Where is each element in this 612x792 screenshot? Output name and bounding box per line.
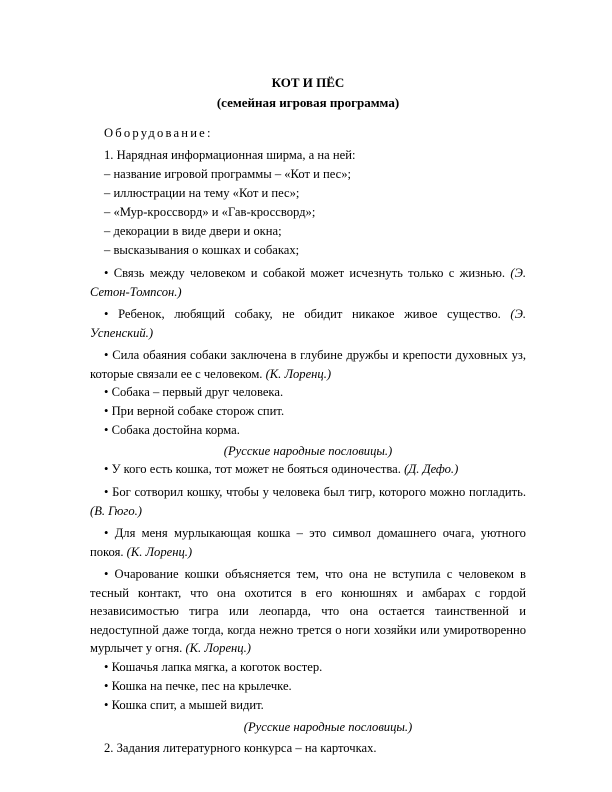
quote-text: Ребенок, любящий собаку, не обидит никакое живое существо. (118, 307, 501, 321)
quote-source: (Э. Сетон-Томпсон.) (90, 266, 526, 299)
quote-source: (Д. Дефо.) (404, 462, 459, 476)
proverb-item (90, 421, 526, 440)
quote-text: Очарование кошки объясняется тем, что она не вступила с человеком в тесный контакт, что она охотится в его конюшнях и амбарах с гордой независимостью тигра или леопарда, что она остается таинственной и недоступной даже тогда, когда нежно трется о ноги хозяйки или умиротворенно мурлычет у огня. (90, 567, 526, 655)
bullet-icon: • (104, 526, 109, 540)
proverb-text: Собака – первый друг человека. (111, 385, 284, 399)
bullet-icon: • (104, 404, 109, 418)
bullet-icon: • (104, 307, 109, 321)
proverbs-source: (Русские народные пословицы.) (243, 719, 413, 734)
page-title: КОТ И ПЁС (271, 75, 345, 90)
quote-item (90, 524, 526, 561)
bullet-icon: • (104, 485, 109, 499)
dash-item: – «Мур-кроссворд» и «Гав-кроссворд»; (104, 205, 316, 219)
proverb-text: Кошачья лапка мягка, а коготок востер. (111, 659, 323, 674)
bullet-icon: • (104, 348, 109, 362)
proverb-item (90, 658, 526, 677)
quote-item (90, 346, 526, 383)
dash-item: – иллюстрации на тему «Кот и пес»; (104, 186, 300, 200)
bullet-icon: • (104, 385, 109, 399)
bullet-icon: • (104, 567, 109, 581)
proverb-item (90, 383, 526, 402)
bullet-icon: • (104, 659, 109, 674)
list-item-2: 2. Задания литературного конкурса – на карточках. (104, 740, 377, 755)
quote-item (90, 483, 526, 520)
quote-source: (Э. Успенский.) (90, 307, 527, 340)
proverbs-source: (Русские народные пословицы.) (223, 444, 393, 458)
dash-item: – название игровой программы – «Кот и пес»; (104, 167, 352, 181)
bullet-icon: • (104, 423, 109, 437)
quote-text: Бог сотворил кошку, чтобы у человека был тигр, которого можно погладить. (112, 485, 526, 499)
proverb-text: Кошка спит, а мышей видит. (111, 697, 264, 712)
quote-source: (К. Лоренц.) (185, 641, 251, 655)
quote-source: (В. Гюго.) (90, 503, 142, 518)
proverb-text: Собака достойна корма. (111, 423, 240, 437)
quote-item (90, 305, 526, 342)
equipment-heading: Оборудование: (104, 126, 213, 140)
proverb-item (90, 402, 526, 421)
bullet-icon: • (104, 266, 109, 280)
quote-item (90, 565, 526, 658)
quote-item (90, 264, 526, 301)
quote-text: У кого есть кошка, тот может не бояться одиночества. (111, 462, 401, 476)
proverb-item (90, 696, 526, 715)
quote-item (90, 460, 526, 479)
list-item-1: 1. Нарядная информационная ширма, а на ней: (104, 148, 356, 162)
page-subtitle: (семейная игровая программа) (216, 95, 400, 110)
quote-text: Связь между человеком и собакой может исчезнуть только с жизнью. (113, 266, 506, 280)
bullet-icon: • (104, 462, 109, 476)
quote-source: (К. Лоренц.) (265, 366, 332, 381)
proverb-text: При верной собаке сторож спит. (111, 404, 285, 418)
quote-source: (К. Лоренц.) (126, 544, 193, 559)
bullet-icon: • (104, 697, 109, 712)
bullet-icon: • (104, 678, 109, 693)
dash-item: – декорации в виде двери и окна; (104, 224, 282, 238)
proverb-text: Кошка на печке, пес на крылечке. (111, 678, 292, 693)
proverb-item (90, 677, 526, 696)
document-content (90, 70, 526, 758)
dash-item: – высказывания о кошках и собаках; (104, 243, 300, 257)
quote-text: Сила обаяния собаки заключена в глубине дружбы и крепости духовных уз, которые связали ее с человеком. (90, 348, 527, 381)
quote-text: Для меня мурлыкающая кошка – это символ домашнего очага, уютного покоя. (90, 526, 526, 559)
